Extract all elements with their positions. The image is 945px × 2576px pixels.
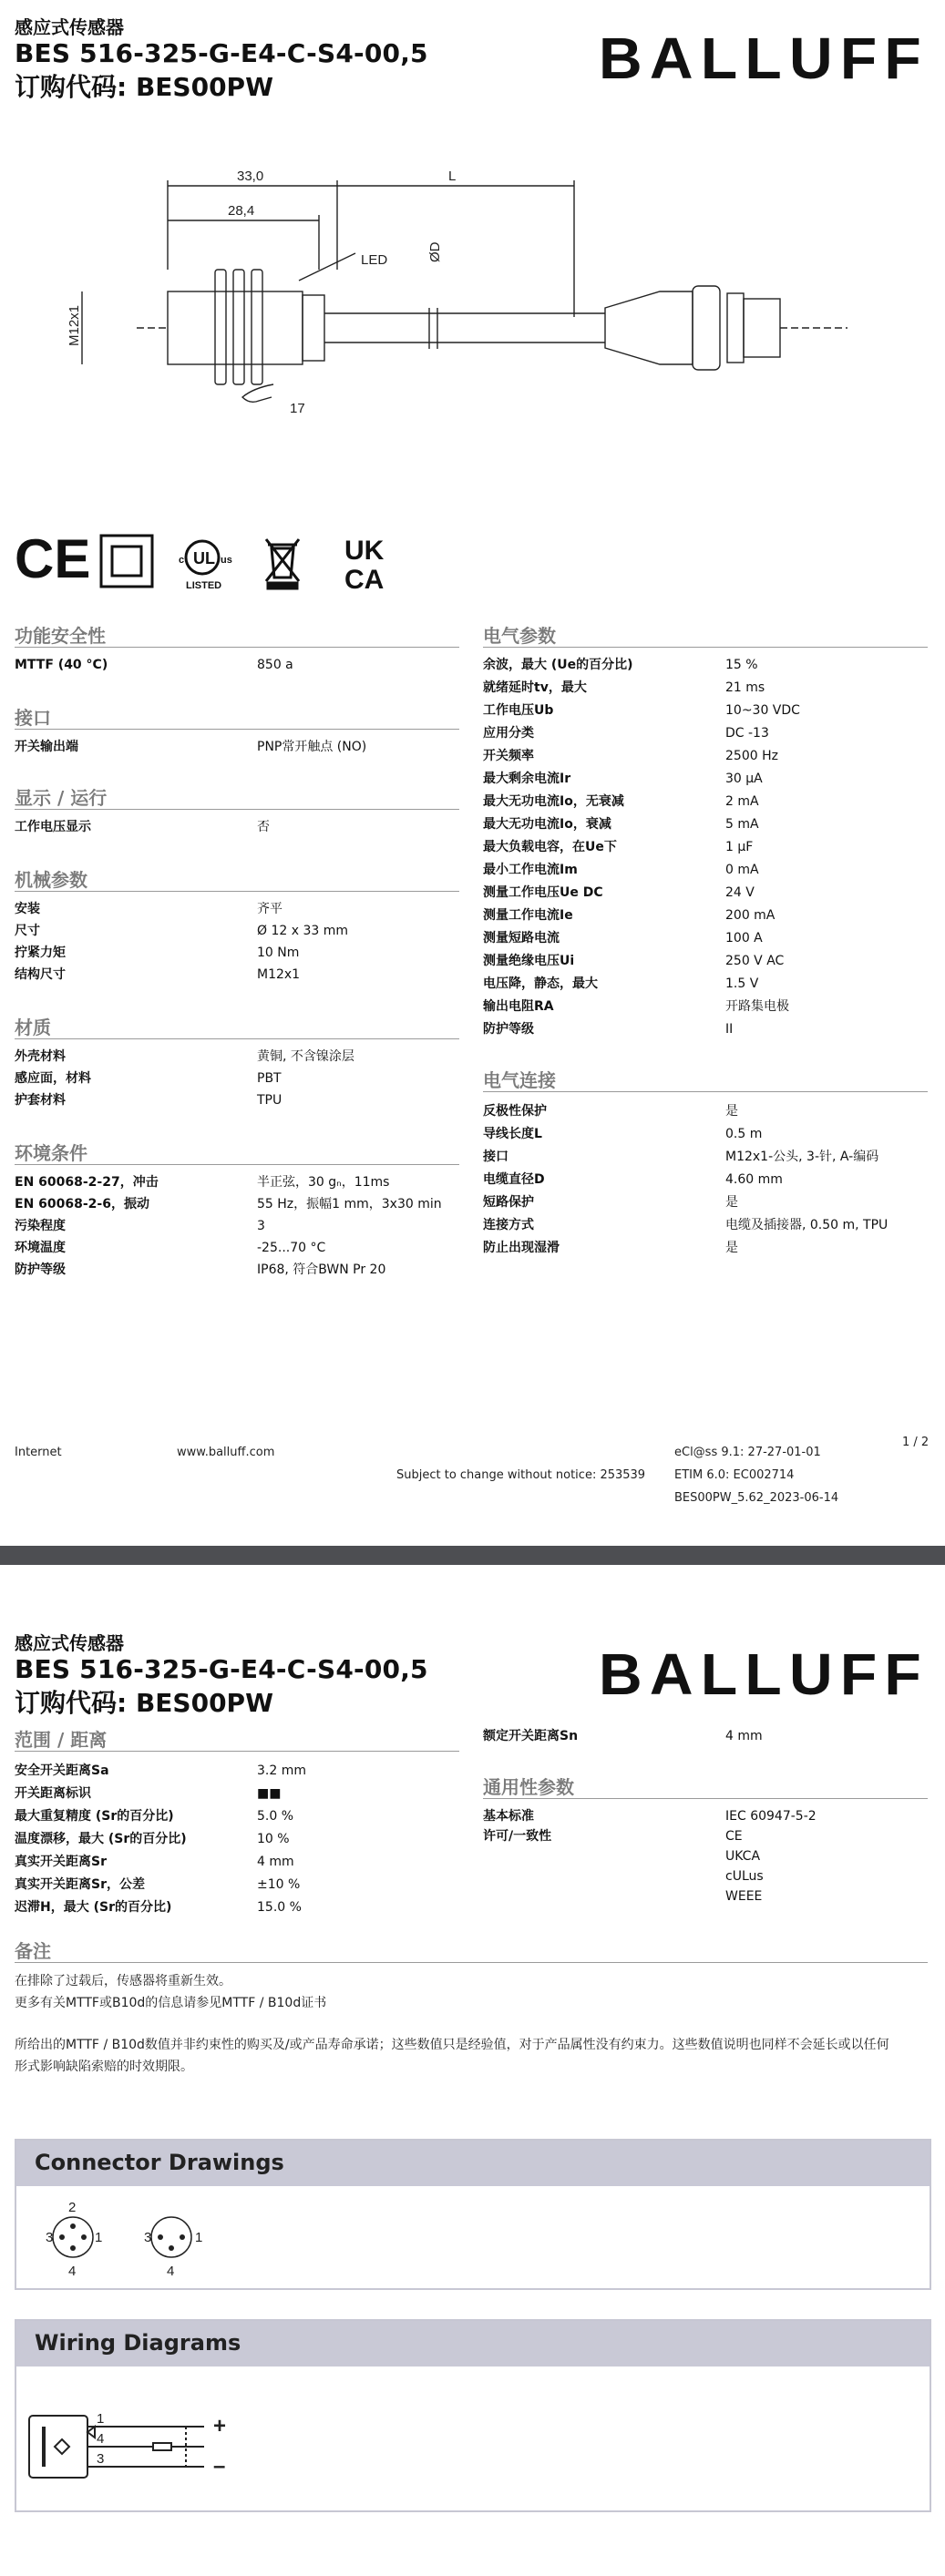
listed-label: LISTED xyxy=(186,580,222,591)
panel-title: Connector Drawings xyxy=(35,2150,284,2175)
spec-row: 反极性保护 是 xyxy=(483,1104,738,1119)
panel-title: Wiring Diagrams xyxy=(35,2330,241,2356)
thread-label: M12x1 xyxy=(67,304,82,346)
spec-row: 真实开关距离Sr，公差 ±10 % xyxy=(15,1877,301,1892)
pin-label: 4 xyxy=(68,2264,77,2279)
spec-row: 测量工作电压Ue DC 24 V xyxy=(483,885,755,900)
section-title-connection: 电气连接 xyxy=(483,1069,556,1091)
section-title-general: 通用性参数 xyxy=(483,1776,574,1798)
remark-line: 形式影响缺陷索赔的时效期限。 xyxy=(15,2060,193,2074)
wire-pin-label: 4 xyxy=(97,2431,105,2447)
pin-label: 3 xyxy=(46,2230,54,2245)
section-title-environment: 环境条件 xyxy=(15,1142,87,1164)
spec-row: 开关输出端 PNP常开触点 (NO) xyxy=(15,740,367,754)
spec-row: 最大重复精度 (Sr的百分比) 5.0 % xyxy=(15,1809,294,1824)
svg-text:CA: CA xyxy=(344,565,385,594)
footer-notice: Subject to change without notice: 253539 xyxy=(396,1468,646,1482)
minus-label: – xyxy=(213,2454,226,2479)
section-title-functional-safety: 功能安全性 xyxy=(15,625,106,647)
spec-row: 工作电压Ub 10~30 VDC xyxy=(483,703,800,718)
dim-cable-label: L xyxy=(448,169,457,184)
spec-row: cULus xyxy=(725,1869,764,1884)
spec-row: 环境温度 -25...70 °C xyxy=(15,1241,326,1255)
spec-row: 连接方式 电缆及插接器, 0.50 m, TPU xyxy=(483,1218,889,1232)
diameter-label: ØD xyxy=(427,241,443,262)
certificate-logos xyxy=(15,530,416,594)
product-type: 感应式传感器 xyxy=(15,1632,124,1654)
section-divider xyxy=(483,1798,928,1799)
connector-pinout-drawing xyxy=(26,2192,244,2283)
footer-eclass: eCl@ss 9.1: 27-27-01-01 xyxy=(674,1446,821,1459)
spec-row: 开关距离标识 ■■ xyxy=(15,1786,282,1801)
section-divider xyxy=(483,1091,928,1092)
spec-row: 外壳材料 黄铜, 不含镍涂层 xyxy=(15,1049,354,1064)
spec-row: 最小工作电流Im 0 mA xyxy=(483,863,759,877)
svg-text:us: us xyxy=(221,555,232,566)
spec-row: 就绪延时tv，最大 21 ms xyxy=(483,680,765,695)
spec-row: WEEE xyxy=(725,1889,763,1904)
datasheet-page-2 xyxy=(0,1565,945,2576)
remark-line: 所给出的MTTF / B10d数值并非约束性的购买及/或产品寿命承诺；这些数值只是经验值，对于产品属性没有约束力。这些数值说明也同样不会延长或以任何 xyxy=(15,2038,889,2052)
wiring-diagram xyxy=(26,2408,262,2490)
spec-row: 温度漂移，最大 (Sr的百分比) 10 % xyxy=(15,1832,290,1846)
pin-label: 3 xyxy=(144,2230,152,2245)
footer-doc-id: BES00PW_5.62_2023-06-14 xyxy=(674,1491,839,1505)
plus-label: + xyxy=(213,2414,227,2438)
spec-row: 最大无功电流Io，无衰减 2 mA xyxy=(483,794,759,809)
spec-row: UKCA xyxy=(725,1849,761,1864)
svg-text:BALLUFF: BALLUFF xyxy=(599,1649,929,1700)
connector-drawings-panel xyxy=(15,2139,931,2290)
spec-row: 防护等级 IP68, 符合BWN Pr 20 xyxy=(15,1262,386,1277)
svg-text:CE: CE xyxy=(15,530,91,589)
dimension-drawing xyxy=(55,162,857,435)
culus-mark-icon xyxy=(179,541,232,591)
spec-row: 工作电压显示 否 xyxy=(15,820,270,834)
svg-text:c: c xyxy=(179,555,185,566)
section-title-remarks: 备注 xyxy=(15,1940,51,1962)
spec-row: 感应面，材料 PBT xyxy=(15,1071,282,1086)
footer-url[interactable]: www.balluff.com xyxy=(177,1446,275,1459)
spec-row: 结构尺寸 M12x1 xyxy=(15,967,301,982)
spec-row: 短路保护 是 xyxy=(483,1195,738,1210)
spec-row: 最大无功电流Io，衰减 5 mA xyxy=(483,817,759,832)
spec-row: 安装 齐平 xyxy=(15,902,282,916)
section-divider xyxy=(15,1751,459,1752)
ukca-mark-icon xyxy=(344,536,385,594)
spec-row: 接口 M12x1-公头, 3-针, A-编码 xyxy=(483,1150,879,1164)
pin-label: 2 xyxy=(68,2200,77,2215)
spec-row: 导线长度L 0.5 m xyxy=(483,1127,763,1141)
spec-row: EN 60068-2-6，振动 55 Hz，振幅1 mm，3x30 min xyxy=(15,1197,442,1211)
wire-pin-label: 1 xyxy=(97,2411,105,2427)
spec-row: 测量短路电流 100 A xyxy=(483,931,763,946)
section-title-display: 显示 / 运行 xyxy=(15,787,108,809)
order-code: 订购代码: BES00PW xyxy=(15,72,273,102)
spec-row: 真实开关距离Sr 4 mm xyxy=(15,1855,294,1869)
spec-row: 测量工作电流Ie 200 mA xyxy=(483,908,776,923)
section-title-interface: 接口 xyxy=(15,707,51,729)
footer-internet-label: Internet xyxy=(15,1446,62,1459)
spec-row: 输出电阻RA 开路集电极 xyxy=(483,999,789,1014)
section-divider xyxy=(15,1038,459,1039)
spec-row: 开关频率 2500 Hz xyxy=(483,749,778,763)
spec-row: 迟滞H，最大 (Sr的百分比) 15.0 % xyxy=(15,1900,302,1915)
section-divider xyxy=(15,647,459,648)
led-label: LED xyxy=(361,252,388,268)
spec-row: 许可/一致性 CE xyxy=(483,1829,743,1844)
section-divider xyxy=(15,809,459,810)
product-type: 感应式传感器 xyxy=(15,16,124,38)
order-code: 订购代码: BES00PW xyxy=(15,1688,273,1718)
svg-text:BALLUFF: BALLUFF xyxy=(599,33,929,84)
spec-row: 最大负载电容，在Ue下 1 µF xyxy=(483,840,754,854)
wrench-label: 17 xyxy=(290,401,305,416)
product-model: BES 516-325-G-E4-C-S4-00,5 xyxy=(15,38,428,68)
dim-body-label: 28,4 xyxy=(228,203,255,219)
wire-pin-label: 3 xyxy=(97,2451,105,2467)
spec-row: 测量绝缘电压Ui 250 V AC xyxy=(483,954,785,968)
wiring-diagrams-panel xyxy=(15,2319,931,2512)
section-title-material: 材质 xyxy=(15,1017,51,1038)
page-number: 1 / 2 xyxy=(902,1436,930,1449)
spec-row: 拧紧力矩 10 Nm xyxy=(15,946,300,960)
spec-row: 额定开关距离Sn 4 mm xyxy=(483,1729,763,1743)
spec-row: 基本标准 IEC 60947-5-2 xyxy=(483,1809,817,1824)
section-divider xyxy=(483,647,928,648)
square-mark-icon xyxy=(101,536,152,587)
spec-row: 余波，最大 (Ue的百分比) 15 % xyxy=(483,658,758,672)
weee-bin-icon xyxy=(266,539,299,588)
product-model: BES 516-325-G-E4-C-S4-00,5 xyxy=(15,1654,428,1684)
panel-header xyxy=(16,2141,930,2186)
remark-line: 更多有关MTTF或B10d的信息请参见MTTF / B10d证书 xyxy=(15,1996,327,2010)
svg-text:UK: UK xyxy=(344,536,385,566)
ce-mark-icon xyxy=(15,530,90,589)
spec-row: 防护等级 II xyxy=(483,1022,734,1037)
spec-row: 电缆直径D 4.60 mm xyxy=(483,1172,783,1187)
balluff-logo xyxy=(599,1649,929,1700)
spec-row: 护套材料 TPU xyxy=(15,1093,282,1108)
remark-line: 在排除了过载后，传感器将重新生效。 xyxy=(15,1974,231,1988)
section-title-mechanical: 机械参数 xyxy=(15,869,87,891)
pin-label: 1 xyxy=(195,2230,203,2245)
panel-header xyxy=(16,2321,930,2366)
dim-total-label: 33,0 xyxy=(237,169,264,184)
spec-row: 防止出现湿滑 是 xyxy=(483,1241,738,1255)
svg-text:UL: UL xyxy=(193,549,215,567)
spec-row: 最大剩余电流Ir 30 µA xyxy=(483,772,763,786)
section-divider xyxy=(15,729,459,730)
pin-label: 4 xyxy=(167,2264,175,2279)
section-title-range: 范围 / 距离 xyxy=(15,1729,108,1751)
spec-row: EN 60068-2-27，冲击 半正弦，30 gₙ，11ms xyxy=(15,1175,390,1190)
pin-label: 1 xyxy=(95,2230,103,2245)
spec-row: 电压降，静态，最大 1.5 V xyxy=(483,976,759,991)
section-divider xyxy=(15,891,459,892)
balluff-logo xyxy=(599,33,929,84)
footer-etim: ETIM 6.0: EC002714 xyxy=(674,1468,795,1482)
section-divider xyxy=(15,1164,459,1165)
spec-row: 应用分类 DC -13 xyxy=(483,726,769,741)
spec-row: 尺寸 Ø 12 x 33 mm xyxy=(15,924,349,938)
section-divider xyxy=(15,1962,928,1963)
section-title-electrical: 电气参数 xyxy=(483,625,556,647)
spec-row: MTTF (40 °C) 850 a xyxy=(15,658,293,672)
spec-row: 污染程度 3 xyxy=(15,1219,265,1233)
spec-row: 安全开关距离Sa 3.2 mm xyxy=(15,1763,306,1778)
